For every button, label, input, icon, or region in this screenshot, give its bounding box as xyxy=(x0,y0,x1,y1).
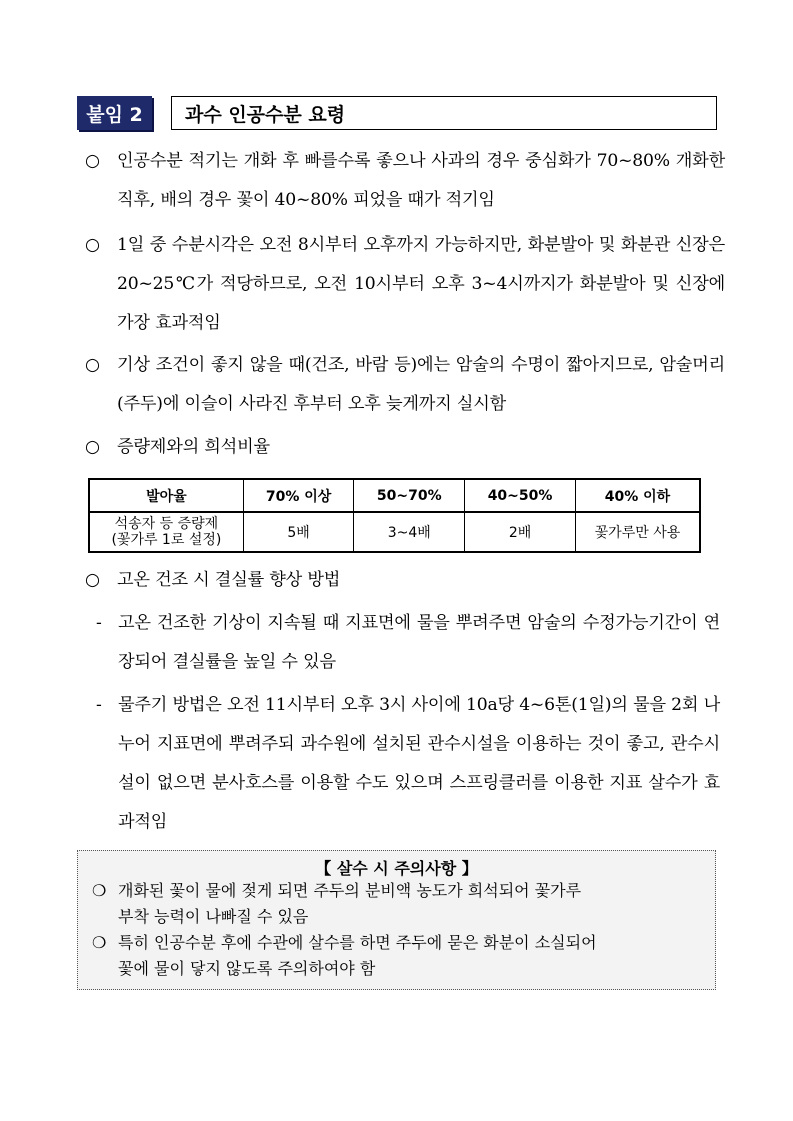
paragraph-weather-conditions xyxy=(85,346,725,424)
dash-item-text: 고온 건조한 기상이 지속될 때 지표면에 물을 뿌려주면 암술의 수정가능기간이 연장되어 결실률을 높일 수 있음 xyxy=(118,613,720,672)
paragraph-high-temp-method xyxy=(85,561,725,600)
row-label-line: (꽃가루 1로 설정) xyxy=(111,532,222,548)
table-header-cell: 발아율 xyxy=(89,479,243,512)
table-header-cell: 40~50% xyxy=(465,479,576,512)
dash-item-watering-method xyxy=(96,686,720,842)
caution-line: 꽃에 물이 닿지 않도록 주의하여야 함 xyxy=(118,959,376,978)
caution-item xyxy=(92,878,692,930)
ring-bullet-icon: ❍ xyxy=(92,881,107,900)
paragraph-text: 1일 중 수분시각은 오전 8시부터 오후까지 가능하지만, 화분발아 및 화분관 신장은 20~25℃가 적당하므로, 오전 10시부터 오후 3~4시까지가 화분발아 및 신장에 가장 효과적임 xyxy=(117,235,725,333)
paragraph-text: 고온 건조 시 결실률 향상 방법 xyxy=(117,570,341,590)
dilution-ratio-table xyxy=(88,478,701,553)
table-cell: 3~4배 xyxy=(354,512,465,552)
circle-bullet-icon: ○ xyxy=(85,235,100,255)
paragraph-pollination-hours xyxy=(85,226,725,343)
attachment-badge: 붙임 2 xyxy=(77,96,152,130)
circle-bullet-icon: ○ xyxy=(85,437,100,457)
table-header-cell: 50~70% xyxy=(354,479,465,512)
circle-bullet-icon: ○ xyxy=(85,151,100,171)
dash-bullet-icon: - xyxy=(96,613,102,633)
paragraph-dilution-ratio xyxy=(85,428,725,467)
attachment-header xyxy=(77,96,717,130)
table-cell: 5배 xyxy=(243,512,354,552)
ring-bullet-icon: ❍ xyxy=(92,933,107,952)
table-header-cell: 70% 이상 xyxy=(243,479,354,512)
table-cell: 2배 xyxy=(465,512,576,552)
dash-bullet-icon: - xyxy=(96,695,102,715)
caution-line: 특히 인공수분 후에 수관에 살수를 하면 주두에 묻은 화분이 소실되어 xyxy=(118,933,597,952)
caution-line: 부착 능력이 나빠질 수 있음 xyxy=(118,907,309,926)
page-title: 과수 인공수분 요령 xyxy=(171,96,717,130)
paragraph-pollination-timing xyxy=(85,142,725,220)
paragraph-text: 기상 조건이 좋지 않을 때(건조, 바람 등)에는 암술의 수명이 짧아지므로, 암술머리(주두)에 이슬이 사라진 후부터 오후 늦게까지 실시함 xyxy=(117,355,725,414)
table-header-cell: 40% 이하 xyxy=(575,479,700,512)
dash-item-ground-watering xyxy=(96,604,720,682)
row-label-line: 석송자 등 증량제 xyxy=(114,516,219,532)
caution-line: 개화된 꽃이 물에 젖게 되면 주두의 분비액 농도가 희석되어 꽃가루 xyxy=(118,881,582,900)
table-header-row xyxy=(89,479,700,512)
table-row-label xyxy=(89,512,243,552)
paragraph-text: 인공수분 적기는 개화 후 빠를수록 좋으나 사과의 경우 중심화가 70~80% 개화한 직후, 배의 경우 꽃이 40~80% 피었을 때가 적기임 xyxy=(117,151,725,210)
circle-bullet-icon: ○ xyxy=(85,355,100,375)
sprinkling-caution-box xyxy=(77,850,716,990)
circle-bullet-icon: ○ xyxy=(85,570,100,590)
dash-item-text: 물주기 방법은 오전 11시부터 오후 3시 사이에 10a당 4~6톤(1일)의 물을 2회 나누어 지표면에 뿌려주되 과수원에 설치된 관수시설을 이용하는 것이 좋고, 관수시설이 없으면 분사호스를 이용할 수도 있으며 스프링클러를 이용한 지표 살수가 효과적임 xyxy=(118,695,720,832)
table-row xyxy=(89,512,700,552)
table-cell: 꽃가루만 사용 xyxy=(575,512,700,552)
paragraph-text: 증량제와의 희석비율 xyxy=(117,437,270,457)
caution-title: 【 살수 시 주의사항 】 xyxy=(315,859,478,878)
caution-item xyxy=(92,930,692,982)
